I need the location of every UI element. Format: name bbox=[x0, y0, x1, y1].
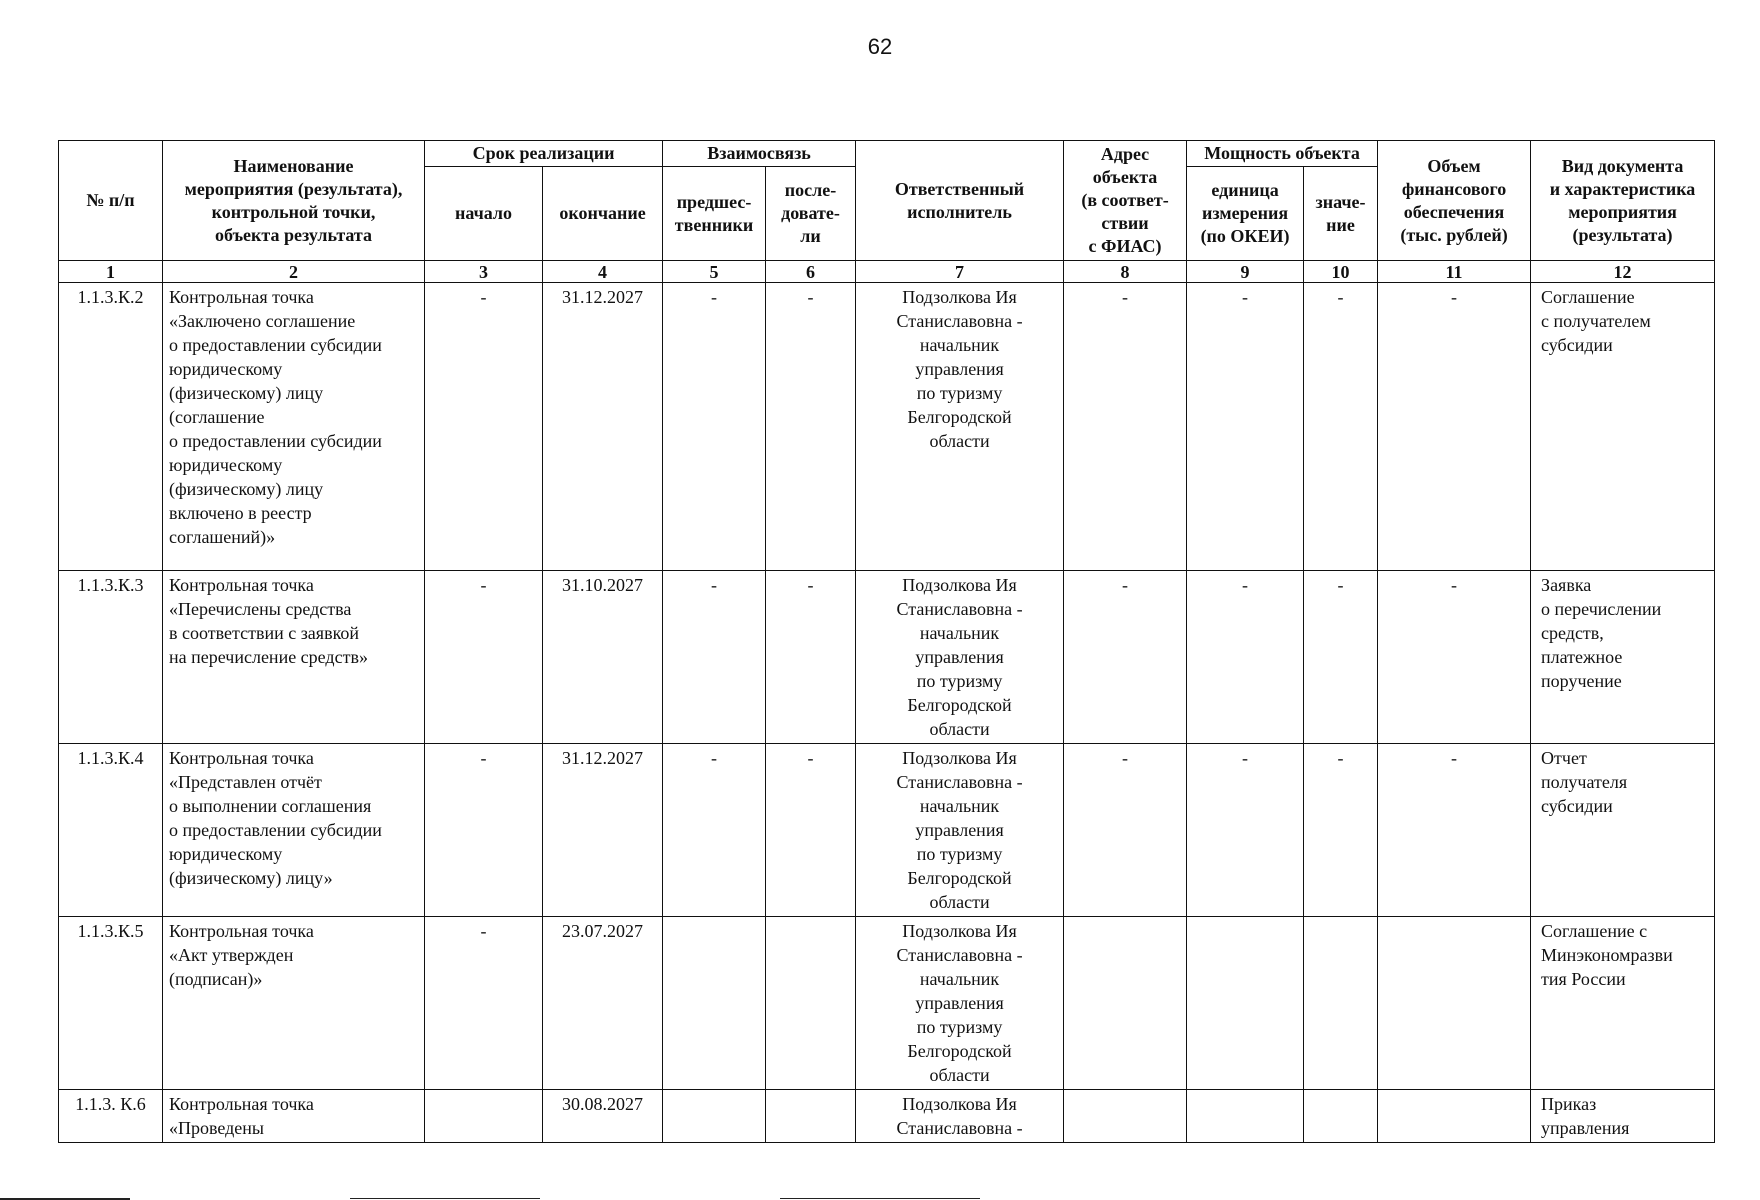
column-number: 10 bbox=[1304, 261, 1378, 283]
page-bottom-rule bbox=[780, 1198, 980, 1199]
row-end: 23.07.2027 bbox=[543, 917, 663, 1090]
header-period-group: Срок реализации bbox=[425, 141, 663, 167]
row-unit: - bbox=[1187, 283, 1304, 571]
column-number: 11 bbox=[1378, 261, 1531, 283]
row-value bbox=[1304, 917, 1378, 1090]
table-row bbox=[59, 283, 1715, 571]
row-responsible: Подзолкова Ия Станиславовна - начальник управления по туризму Белгородской области bbox=[856, 283, 1064, 571]
column-number: 6 bbox=[766, 261, 856, 283]
row-predecessors: - bbox=[663, 744, 766, 917]
row-end: 30.08.2027 bbox=[543, 1090, 663, 1143]
column-number: 7 bbox=[856, 261, 1064, 283]
row-code: 1.1.3.К.3 bbox=[59, 571, 163, 744]
column-number: 3 bbox=[425, 261, 543, 283]
row-value: - bbox=[1304, 283, 1378, 571]
table-row bbox=[59, 917, 1715, 1090]
header-address: Адрес объекта (в соответ- ствии с ФИАС) bbox=[1064, 141, 1187, 261]
row-doc-type: Соглашение с Минэкономразви тия России bbox=[1531, 917, 1715, 1090]
header-capacity-group: Мощность объекта bbox=[1187, 141, 1378, 167]
row-funding bbox=[1378, 1090, 1531, 1143]
row-successors: - bbox=[766, 283, 856, 571]
row-name: Контрольная точка «Перечислены средства в соответствии с заявкой на перечисление средств» bbox=[163, 571, 425, 744]
row-address: - bbox=[1064, 283, 1187, 571]
row-value: - bbox=[1304, 571, 1378, 744]
row-doc-type: Заявка о перечислении средств, платежное поручение bbox=[1531, 571, 1715, 744]
row-address: - bbox=[1064, 571, 1187, 744]
row-code: 1.1.3. К.6 bbox=[59, 1090, 163, 1143]
row-doc-type: Приказ управления bbox=[1531, 1090, 1715, 1143]
column-number: 1 bbox=[59, 261, 163, 283]
row-responsible: Подзолкова Ия Станиславовна - bbox=[856, 1090, 1064, 1143]
row-funding bbox=[1378, 917, 1531, 1090]
row-unit bbox=[1187, 917, 1304, 1090]
row-funding: - bbox=[1378, 571, 1531, 744]
header-predecessors: предшес- твенники bbox=[663, 167, 766, 261]
column-number: 12 bbox=[1531, 261, 1715, 283]
row-address: - bbox=[1064, 744, 1187, 917]
header-number: № п/п bbox=[59, 141, 163, 261]
header-successors: после- довате- ли bbox=[766, 167, 856, 261]
row-predecessors: - bbox=[663, 571, 766, 744]
row-address bbox=[1064, 917, 1187, 1090]
column-number: 5 bbox=[663, 261, 766, 283]
row-start: - bbox=[425, 917, 543, 1090]
column-number: 4 bbox=[543, 261, 663, 283]
header-responsible: Ответственный исполнитель bbox=[856, 141, 1064, 261]
table-row bbox=[59, 744, 1715, 917]
row-value: - bbox=[1304, 744, 1378, 917]
row-funding: - bbox=[1378, 744, 1531, 917]
table-row bbox=[59, 571, 1715, 744]
header-link-group: Взаимосвязь bbox=[663, 141, 856, 167]
header-start: начало bbox=[425, 167, 543, 261]
row-funding: - bbox=[1378, 283, 1531, 571]
row-start: - bbox=[425, 283, 543, 571]
header-name: Наименование мероприятия (результата), контрольной точки, объекта результата bbox=[163, 141, 425, 261]
row-successors bbox=[766, 1090, 856, 1143]
row-responsible: Подзолкова Ия Станиславовна - начальник управления по туризму Белгородской области bbox=[856, 744, 1064, 917]
table-row bbox=[59, 1090, 1715, 1143]
row-unit bbox=[1187, 1090, 1304, 1143]
row-end: 31.10.2027 bbox=[543, 571, 663, 744]
header-end: окончание bbox=[543, 167, 663, 261]
row-responsible: Подзолкова Ия Станиславовна - начальник управления по туризму Белгородской области bbox=[856, 917, 1064, 1090]
activities-table bbox=[58, 140, 1715, 1143]
row-end: 31.12.2027 bbox=[543, 283, 663, 571]
row-predecessors bbox=[663, 917, 766, 1090]
row-name: Контрольная точка «Проведены bbox=[163, 1090, 425, 1143]
row-value bbox=[1304, 1090, 1378, 1143]
table-body bbox=[59, 283, 1715, 1143]
header-doc-type: Вид документа и характеристика мероприятия (результата) bbox=[1531, 141, 1715, 261]
page-number: 62 bbox=[867, 34, 893, 59]
column-number: 8 bbox=[1064, 261, 1187, 283]
row-name: Контрольная точка «Представлен отчёт о выполнении соглашения о предоставлении субсидии юридическому (физическому) лицу» bbox=[163, 744, 425, 917]
row-name: Контрольная точка «Заключено соглашение о предоставлении субсидии юридическому (физическому) лицу (соглашение о предоставлении субсидии юридическому (физическому) лицу включено в реестр соглашений)» bbox=[163, 283, 425, 571]
column-number: 2 bbox=[163, 261, 425, 283]
row-predecessors bbox=[663, 1090, 766, 1143]
row-code: 1.1.3.К.2 bbox=[59, 283, 163, 571]
column-number: 9 bbox=[1187, 261, 1304, 283]
row-doc-type: Соглашение с получателем субсидии bbox=[1531, 283, 1715, 571]
row-address bbox=[1064, 1090, 1187, 1143]
row-predecessors: - bbox=[663, 283, 766, 571]
row-successors bbox=[766, 917, 856, 1090]
row-successors: - bbox=[766, 744, 856, 917]
row-responsible: Подзолкова Ия Станиславовна - начальник управления по туризму Белгородской области bbox=[856, 571, 1064, 744]
row-start bbox=[425, 1090, 543, 1143]
page-bottom-rule bbox=[350, 1198, 540, 1199]
header-unit: единица измерения (по ОКЕИ) bbox=[1187, 167, 1304, 261]
row-doc-type: Отчет получателя субсидии bbox=[1531, 744, 1715, 917]
row-code: 1.1.3.К.4 bbox=[59, 744, 163, 917]
row-name: Контрольная точка «Акт утвержден (подписан)» bbox=[163, 917, 425, 1090]
row-end: 31.12.2027 bbox=[543, 744, 663, 917]
header-funding: Объем финансового обеспечения (тыс. рублей) bbox=[1378, 141, 1531, 261]
row-start: - bbox=[425, 744, 543, 917]
row-unit: - bbox=[1187, 744, 1304, 917]
row-unit: - bbox=[1187, 571, 1304, 744]
table-header bbox=[59, 141, 1715, 283]
row-code: 1.1.3.К.5 bbox=[59, 917, 163, 1090]
header-value: значе- ние bbox=[1304, 167, 1378, 261]
row-successors: - bbox=[766, 571, 856, 744]
row-start: - bbox=[425, 571, 543, 744]
